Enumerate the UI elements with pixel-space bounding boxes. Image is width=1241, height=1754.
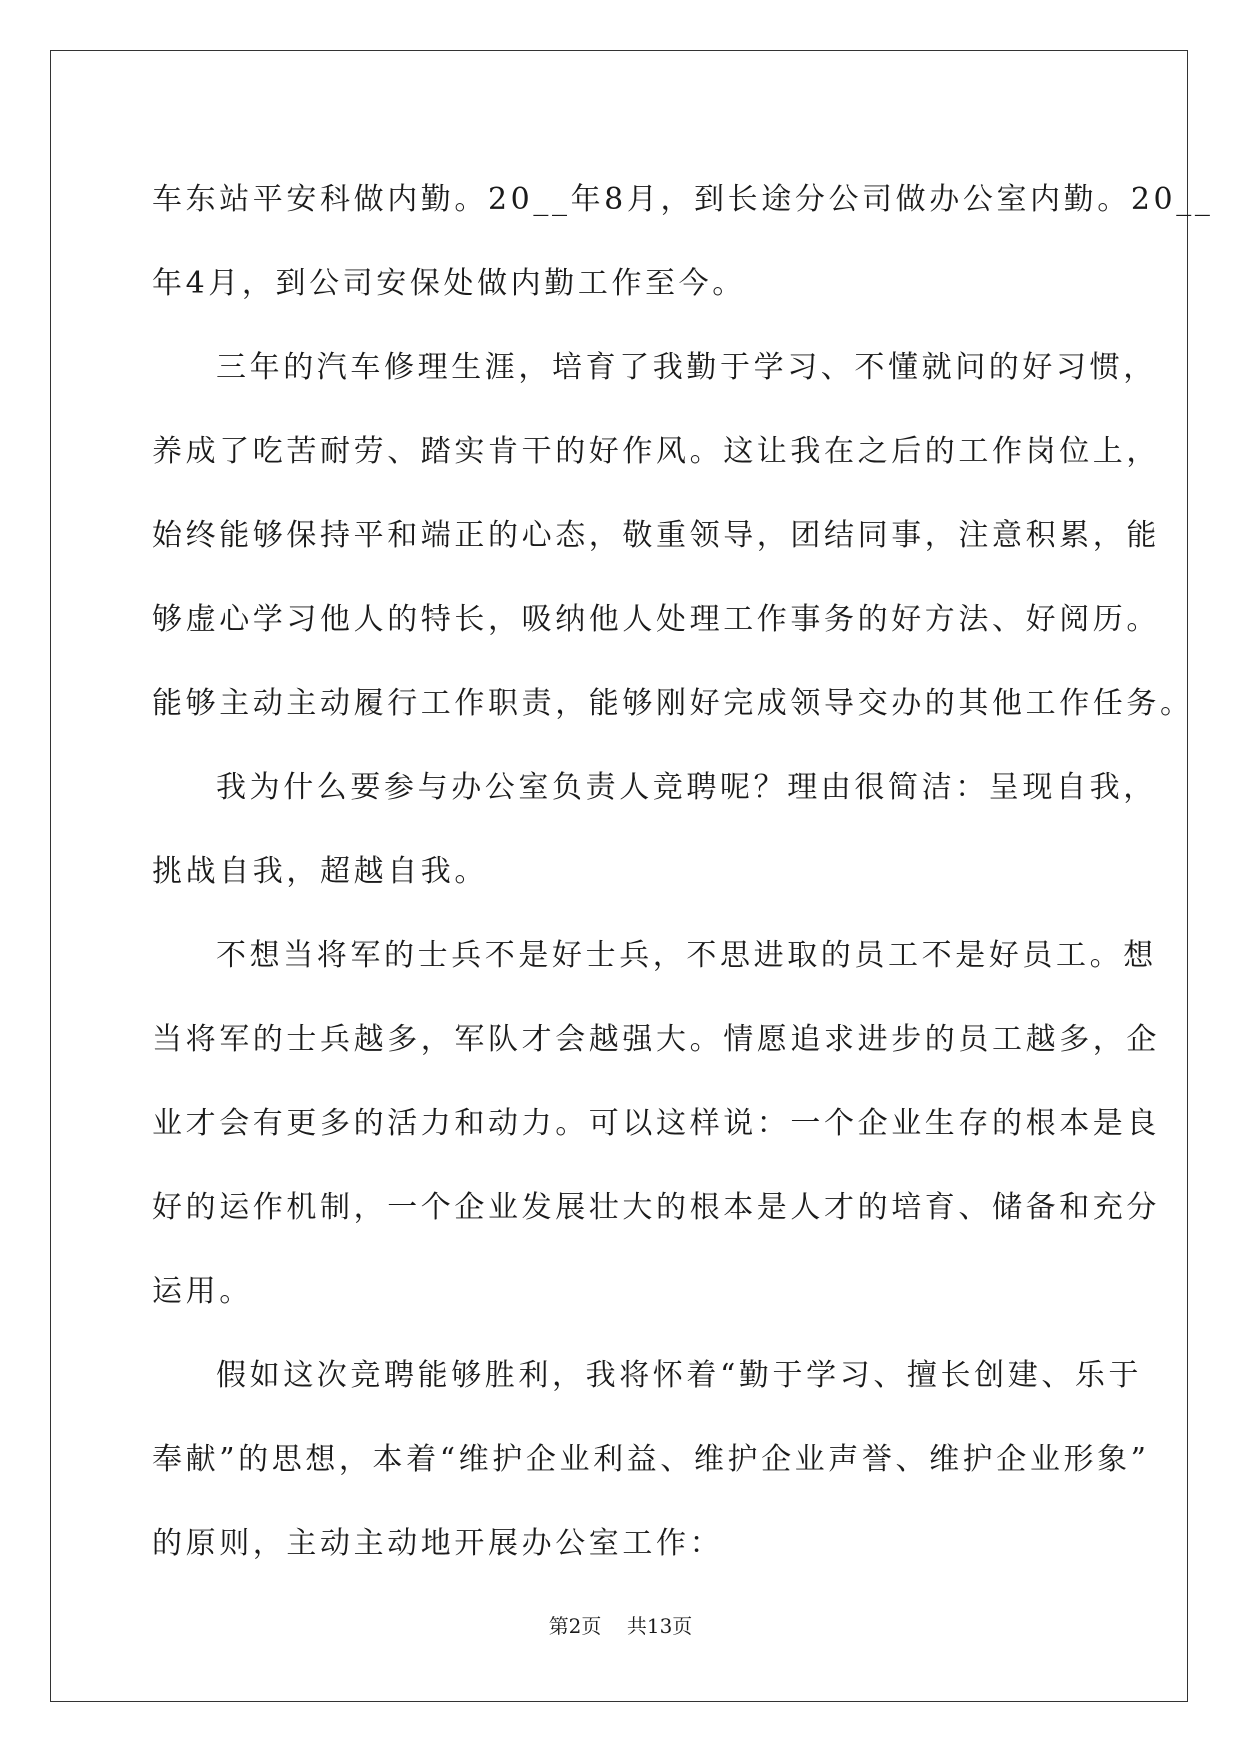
- text-line-14: 运用。: [152, 1274, 253, 1309]
- text-line-12: 业才会有更多的活力和动力。可以这样说：一个企业生存的根本是良: [152, 1106, 1160, 1141]
- text-line-10: 不想当将军的士兵不是好士兵，不思进取的员工不是好员工。想: [216, 938, 1157, 973]
- text-line-2: 年4月，到公司安保处做内勤工作至今。: [152, 266, 746, 301]
- text-line-4: 养成了吃苦耐劳、踏实肯干的好作风。这让我在之后的工作岗位上，: [152, 434, 1160, 469]
- text-line-16: 奉献”的思想，本着“维护企业利益、维护企业声誉、维护企业形象”: [152, 1442, 1150, 1477]
- text-line-6: 够虚心学习他人的特长，吸纳他人处理工作事务的好方法、好阅历。: [152, 602, 1160, 637]
- text-line-11: 当将军的士兵越多，军队才会越强大。情愿追求进步的员工越多，企: [152, 1022, 1160, 1057]
- text-line-17: 的原则，主动主动地开展办公室工作：: [152, 1526, 724, 1561]
- document-body: [152, 158, 1214, 1586]
- text-line-7: 能够主动主动履行工作职责，能够刚好完成领导交办的其他工作任务。: [152, 686, 1194, 721]
- text-line-8: 我为什么要参与办公室负责人竞聘呢？理由很简洁：呈现自我，: [216, 770, 1157, 805]
- text-line-5: 始终能够保持平和端正的心态，敬重领导，团结同事，注意积累，能: [152, 518, 1160, 553]
- text-line-15: 假如这次竞聘能够胜利，我将怀着“勤于学习、擅长创建、乐于: [216, 1358, 1143, 1393]
- text-line-3: 三年的汽车修理生涯，培育了我勤于学习、不懂就问的好习惯，: [216, 350, 1157, 385]
- text-line-1: 车东站平安科做内勤。20__年8月，到长途分公司做办公室内勤。20__: [152, 182, 1214, 217]
- page-total: 共13页: [626, 1614, 693, 1638]
- text-line-9: 挑战自我，超越自我。: [152, 854, 488, 889]
- page-footer: [0, 1614, 1241, 1638]
- page-number: 第2页: [548, 1614, 602, 1638]
- text-line-13: 好的运作机制，一个企业发展壮大的根本是人才的培育、储备和充分: [152, 1190, 1160, 1225]
